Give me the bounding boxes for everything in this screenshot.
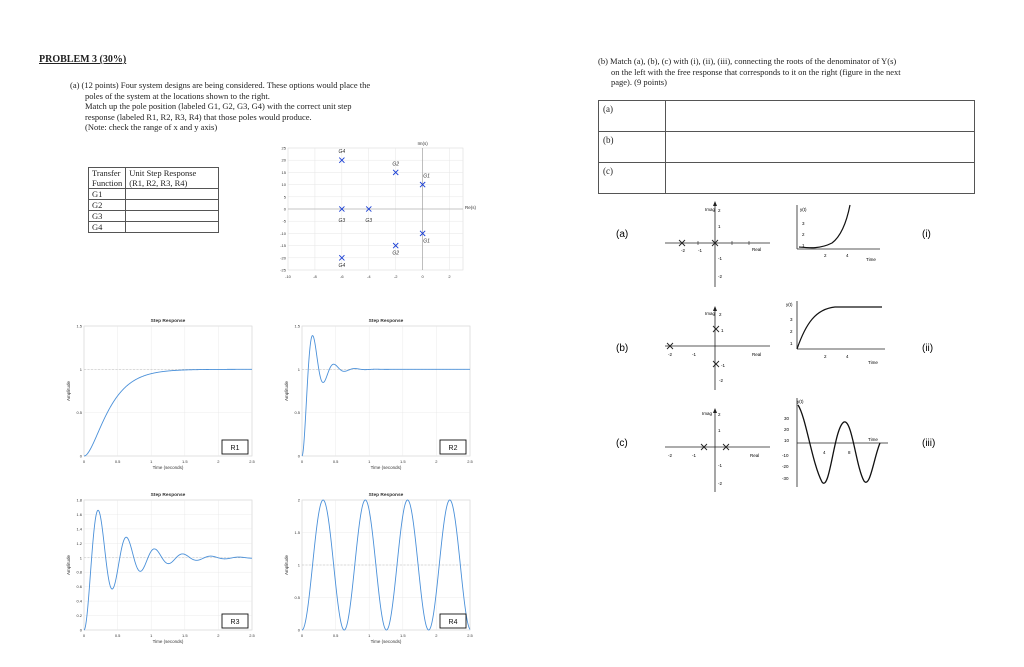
y-tick-label: 1.2 [76,540,82,546]
x-tick-label: -4 [366,274,371,279]
x-tick-label: 0 [82,459,86,464]
y-tick-label: 1.5 [294,323,300,329]
svg-text:-2: -2 [681,248,686,253]
step-plot-r2 [280,312,480,472]
x-tick-label: 1.5 [400,633,406,638]
y-tick-label: 1 [79,366,82,372]
y-tick-label: -15 [280,243,286,249]
table-row: G1 [89,189,219,200]
svg-text:-1: -1 [721,363,726,368]
y-axis-label: Amplitude [66,554,71,576]
y-tick-label: 0 [283,206,286,212]
pole-label: G1 [423,238,430,245]
table-row: (c) [599,163,975,194]
x-tick-label: 0.5 [114,633,121,638]
problem-title: PROBLEM 3 (30%) [39,54,127,65]
y-tick-label: 25 [281,145,286,151]
svg-text:1: 1 [721,328,724,333]
response-i [797,205,880,262]
answer-cell[interactable] [126,211,219,222]
x-tick-label: 2 [217,633,220,638]
y-tick-label: 1 [297,562,300,568]
x-tick-label: 2.5 [249,459,255,464]
part-a-line: response (labeled R1, R2, R3, R4) that those poles would produce. [85,111,312,122]
svg-text:1: 1 [718,428,721,433]
y-tick-label: 0 [79,627,82,633]
part-a-line: poles of the system at the locations shown to the right. [85,90,270,101]
svg-text:-1: -1 [718,256,723,261]
y-tick-label: 1.6 [76,511,82,517]
x-tick-label: -6 [340,274,344,279]
x-tick-label: 2.5 [467,633,473,638]
plot-area [84,500,252,630]
time-label: Time [866,257,876,262]
x-tick-label: -8 [313,274,317,279]
y-tick-label: -25 [280,267,286,273]
pole-mark [713,361,719,367]
y-tick-label: 15 [281,169,286,175]
y-tick-label: 0 [297,627,300,633]
response-label-box [440,440,466,454]
x-tick-label: 0 [300,459,304,464]
x-tick-label: 2.5 [249,633,255,638]
part-a-line: Match up the pole position (labeled G1, G2, G3, G4) with the correct unit step [85,101,352,111]
y-tick-label: -5 [282,218,286,224]
svg-text:-1: -1 [718,463,723,468]
x-tick-label: -2 [393,274,398,279]
y-tick-label: 1.5 [294,530,300,535]
svg-text:Time: Time [868,437,878,442]
response-label: R4 [448,619,458,626]
x-tick-label: 2 [435,459,438,464]
svg-text:-2: -2 [668,453,673,458]
y-tick-label: 0.5 [294,595,300,600]
svg-text:Real: Real [750,453,760,458]
svg-text:2: 2 [824,354,827,359]
pole-label: G4 [338,262,346,269]
svg-text:2: 2 [790,329,793,334]
part-b-line: (b) Match (a), (b), (c) with (i), (ii), (iii), connecting the roots of the denominator of Y(s) [598,56,897,66]
response-label-iii: (iii) [922,438,936,449]
x-tick-label: -10 [285,274,291,279]
answer-table [598,100,975,194]
y-tick-label: 1 [297,366,300,372]
x-tick-label: 1.5 [182,633,188,638]
response-label-i: (i) [922,229,931,240]
step-plot-r1 [62,312,262,472]
free-response-figure [610,195,950,495]
svg-text:-2: -2 [718,274,723,279]
svg-text:1: 1 [802,243,805,248]
y-tick-label: -10 [280,230,286,236]
table-row: G2 [89,200,219,211]
x-tick-label: 0.5 [114,459,121,464]
svg-text:3: 3 [790,317,793,322]
plot-title: Step Response [150,319,186,324]
table-row: G4 [89,222,219,233]
svg-text:2: 2 [718,412,721,417]
pole-label-b: (b) [616,343,629,354]
x-tick-label: 0 [82,633,86,638]
x-tick-label: 0.5 [332,459,339,464]
svg-text:-1: -1 [692,352,697,357]
imag-label: Imag [705,207,716,212]
svg-text:8: 8 [848,450,851,455]
response-label-box [440,614,466,628]
table-row: G3 [89,211,219,222]
pole-label: G3 [338,218,346,224]
response-label-ii: (ii) [922,343,934,354]
y-tick-label: 0.6 [76,584,82,590]
answer-cell[interactable] [666,163,975,194]
pole-label: G4 [338,149,346,156]
pole-diagram-b [665,306,770,390]
y-tick-label: 0.8 [76,569,82,575]
svg-text:-1: -1 [698,248,703,253]
x-axis-label: Time (seconds) [152,639,184,644]
x-tick-label: 1 [368,633,371,638]
pole-map-chart [278,130,478,290]
pole-label: G3 [365,218,373,224]
response-label: R1 [230,445,240,452]
part-a-line: (Note: check the range of x and y axis) [85,122,218,132]
x-tick-label: 2 [435,633,438,638]
pole-label: G2 [392,250,400,257]
svg-text:2: 2 [719,312,722,317]
im-axis-label: Im(s) [417,141,428,146]
y-tick-label: 10 [281,182,286,188]
x-tick-label: 2 [448,274,451,279]
y-tick-label: 0.5 [294,410,300,416]
y-axis-label: Amplitude [284,380,289,402]
svg-text:Time: Time [868,360,878,365]
pole-label-c: (c) [616,438,628,449]
x-axis-label: Time (seconds) [370,465,402,470]
part-a-line: (a) (12 points) Four system designs are being considered. These options would place the [70,80,371,90]
x-tick-label: 1.5 [182,459,188,464]
svg-text:1: 1 [790,341,793,346]
x-tick-label: 0 [300,633,304,638]
pole-label-a: (a) [616,229,629,240]
plot-title: Step Response [368,319,404,324]
part-a-text [70,80,370,133]
pole-diagram-c [665,408,770,492]
yt-label: y(t) [800,207,807,212]
response-label: R3 [230,619,240,626]
y-tick-label: 2 [297,497,300,503]
x-axis-label: Time (seconds) [152,465,184,470]
step-plot-r3 [62,486,262,646]
svg-text:1: 1 [718,224,721,229]
answer-cell[interactable] [666,101,975,132]
x-tick-label: 1 [150,459,153,464]
svg-text:30: 30 [784,416,790,421]
y-tick-label: 1.4 [76,526,82,532]
x-tick-label: 1 [150,633,153,638]
part-b-line: page). (9 points) [611,77,667,87]
svg-text:-2: -2 [718,481,723,486]
svg-text:-2: -2 [668,352,673,357]
y-tick-label: 1.5 [76,323,82,329]
answer-cell[interactable] [126,200,219,211]
x-tick-label: 0.5 [332,633,339,638]
svg-text:y(t): y(t) [786,302,793,307]
real-label: Real [752,247,762,252]
table-row: (b) [599,132,975,163]
svg-text:10: 10 [784,438,790,443]
response-ii [786,301,885,365]
svg-text:2: 2 [824,253,827,258]
svg-text:-30: -30 [782,476,789,481]
answer-cell[interactable] [126,222,219,233]
part-b-text [598,56,901,88]
x-tick-label: 0 [421,274,424,279]
table-row: (a) [599,101,975,132]
pole-mark [713,326,719,332]
response-label-box [222,614,248,628]
part-b-line: on the left with the free response that corresponds to it on the right (figure in the next [611,66,901,77]
pole-diagram-a [665,201,770,287]
svg-text:2: 2 [718,208,721,213]
svg-text:3: 3 [802,221,805,226]
table-header-cell: Unit Step Response (R1, R2, R3, R4) [126,168,219,189]
y-tick-label: 5 [283,194,286,200]
x-tick-label: 2.5 [467,459,473,464]
svg-text:y(t): y(t) [797,399,804,404]
svg-text:-1: -1 [692,453,697,458]
plot-area [302,326,470,456]
step-plot-r4 [280,486,480,646]
svg-text:2: 2 [802,232,805,237]
response-label-box [222,440,248,454]
svg-text:4: 4 [823,450,826,455]
y-tick-label: 1 [79,555,82,561]
y-tick-label: 0.5 [76,410,82,416]
answer-cell[interactable] [126,189,219,200]
table-header-cell: Transfer Function [89,168,126,189]
x-tick-label: 1 [368,459,371,464]
y-tick-label: 1.8 [76,497,82,503]
response-iii [782,398,888,487]
svg-text:Imag: Imag [705,311,716,316]
svg-text:4: 4 [846,253,849,258]
answer-cell[interactable] [666,132,975,163]
y-axis-label: Amplitude [66,380,71,402]
svg-text:-10: -10 [782,453,789,458]
svg-text:Real: Real [752,352,762,357]
y-tick-label: -20 [280,255,286,261]
x-tick-label: 2 [217,459,220,464]
plot-title: Step Response [368,493,404,498]
y-tick-label: 0.2 [76,613,82,619]
svg-text:Imag: Imag [702,411,713,416]
x-tick-label: 1.5 [400,459,406,464]
y-tick-label: 0 [79,453,82,459]
plot-title: Step Response [150,493,186,498]
plot-area [84,326,252,456]
y-axis-label: Amplitude [284,554,289,576]
pole-label: G1 [423,173,430,180]
y-tick-label: 20 [281,157,286,163]
pole-label: G2 [392,161,400,168]
re-axis-label: Re(s) [465,205,476,210]
svg-text:-20: -20 [782,464,789,469]
svg-text:4: 4 [846,354,849,359]
x-axis-label: Time (seconds) [370,639,402,644]
svg-text:20: 20 [784,427,790,432]
y-tick-label: 0 [297,453,300,459]
matching-table [88,167,219,233]
y-tick-label: 0.4 [76,598,82,604]
response-label: R2 [448,445,458,452]
svg-text:-2: -2 [719,378,724,383]
